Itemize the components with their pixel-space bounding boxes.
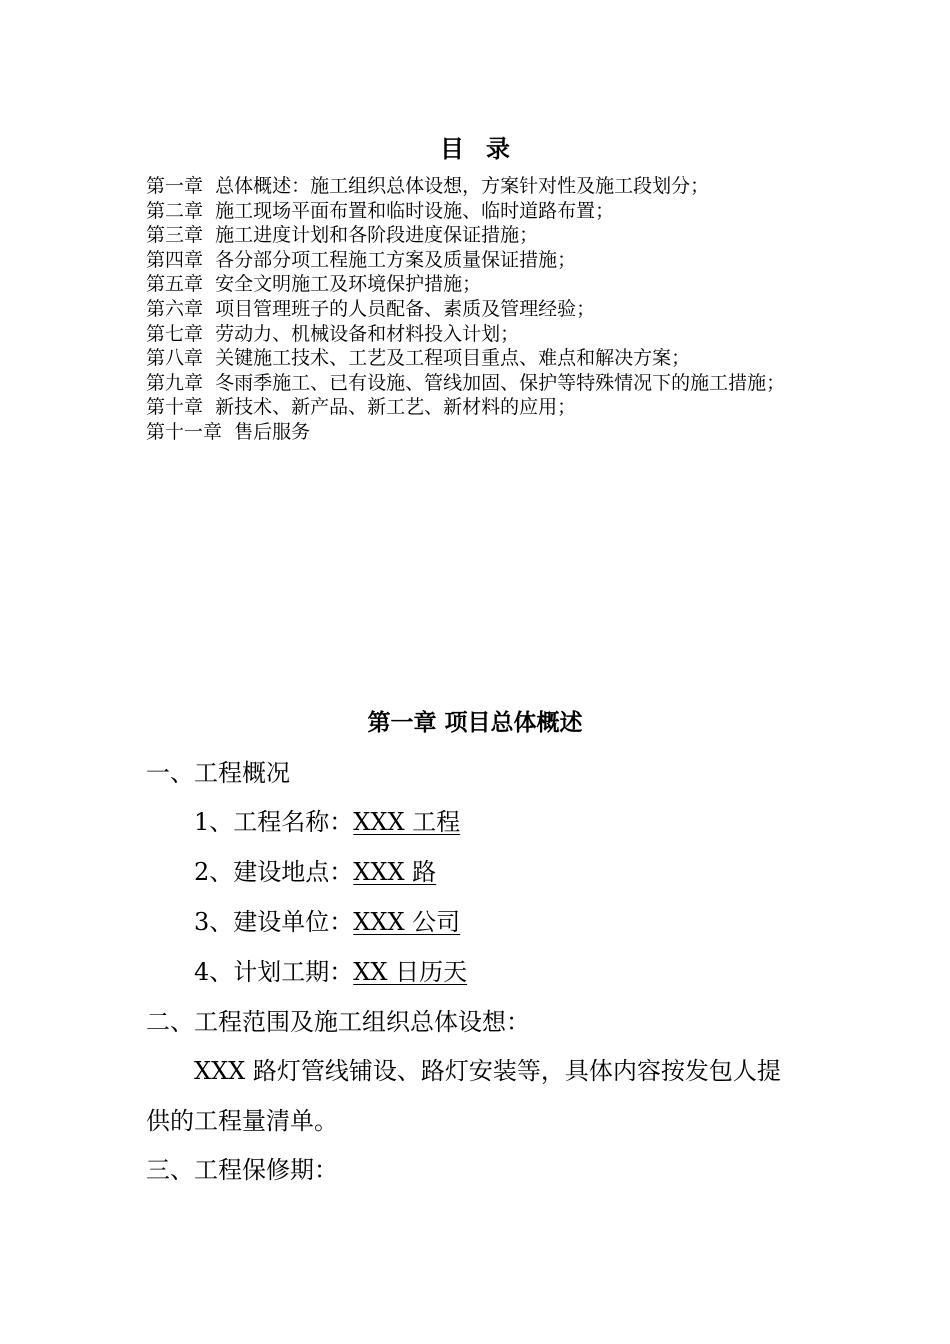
owner-value: XXX 公司: [353, 908, 461, 936]
site-location-label: 2、建设地点：: [194, 858, 354, 886]
toc-item: 第七章 劳动力、机械设备和材料投入计划；: [146, 322, 520, 345]
toc-item: 第四章 各分部分项工程施工方案及质量保证措施；: [146, 248, 577, 271]
toc-item: 第六章 项目管理班子的人员配备、素质及管理经验；: [146, 297, 596, 320]
toc-item: 第九章 冬雨季施工、已有设施、管线加固、保护等特殊情况下的施工措施；: [146, 371, 786, 394]
section-heading: 三、工程保修期：: [146, 1156, 338, 1184]
toc-item: 第十一章 售后服务: [146, 420, 311, 443]
section-heading: 一、工程概况: [146, 759, 290, 787]
toc-item: 第十章 新技术、新产品、新工艺、新材料的应用；: [146, 396, 577, 419]
chapter-title: 第一章 项目总体概述: [367, 709, 583, 736]
project-name-label: 1、工程名称：: [194, 808, 354, 836]
toc-title: 目录: [440, 134, 532, 163]
schedule-row: [194, 955, 467, 989]
toc-item: 第五章 安全文明施工及环境保护措施；: [146, 273, 482, 296]
toc-item: 第三章 施工进度计划和各阶段进度保证措施；: [146, 224, 539, 247]
toc-item: 第一章 总体概述：施工组织总体设想，方案针对性及施工段划分；: [146, 175, 710, 197]
project-name-row: [194, 805, 460, 839]
paragraph-line: 供的工程量清单。: [146, 1107, 338, 1135]
project-name-value: XXX 工程: [353, 808, 461, 836]
schedule-label: 4、计划工期：: [194, 958, 354, 986]
toc-item: 第二章 施工现场平面布置和临时设施、临时道路布置；: [146, 199, 615, 222]
toc-list: [146, 174, 810, 445]
toc-item: 第八章 关键施工技术、工艺及工程项目重点、难点和解决方案；: [146, 347, 691, 370]
paragraph-line: XXX 路灯管线铺设、路灯安装等，具体内容按发包人提: [194, 1057, 781, 1085]
site-location-row: [194, 855, 436, 889]
schedule-value: XX 日历天: [353, 958, 468, 986]
owner-row: [194, 905, 460, 939]
site-location-value: XXX 路: [353, 858, 437, 886]
owner-label: 3、建设单位：: [194, 908, 354, 936]
section-heading: 二、工程范围及施工组织总体设想：: [146, 1008, 530, 1036]
